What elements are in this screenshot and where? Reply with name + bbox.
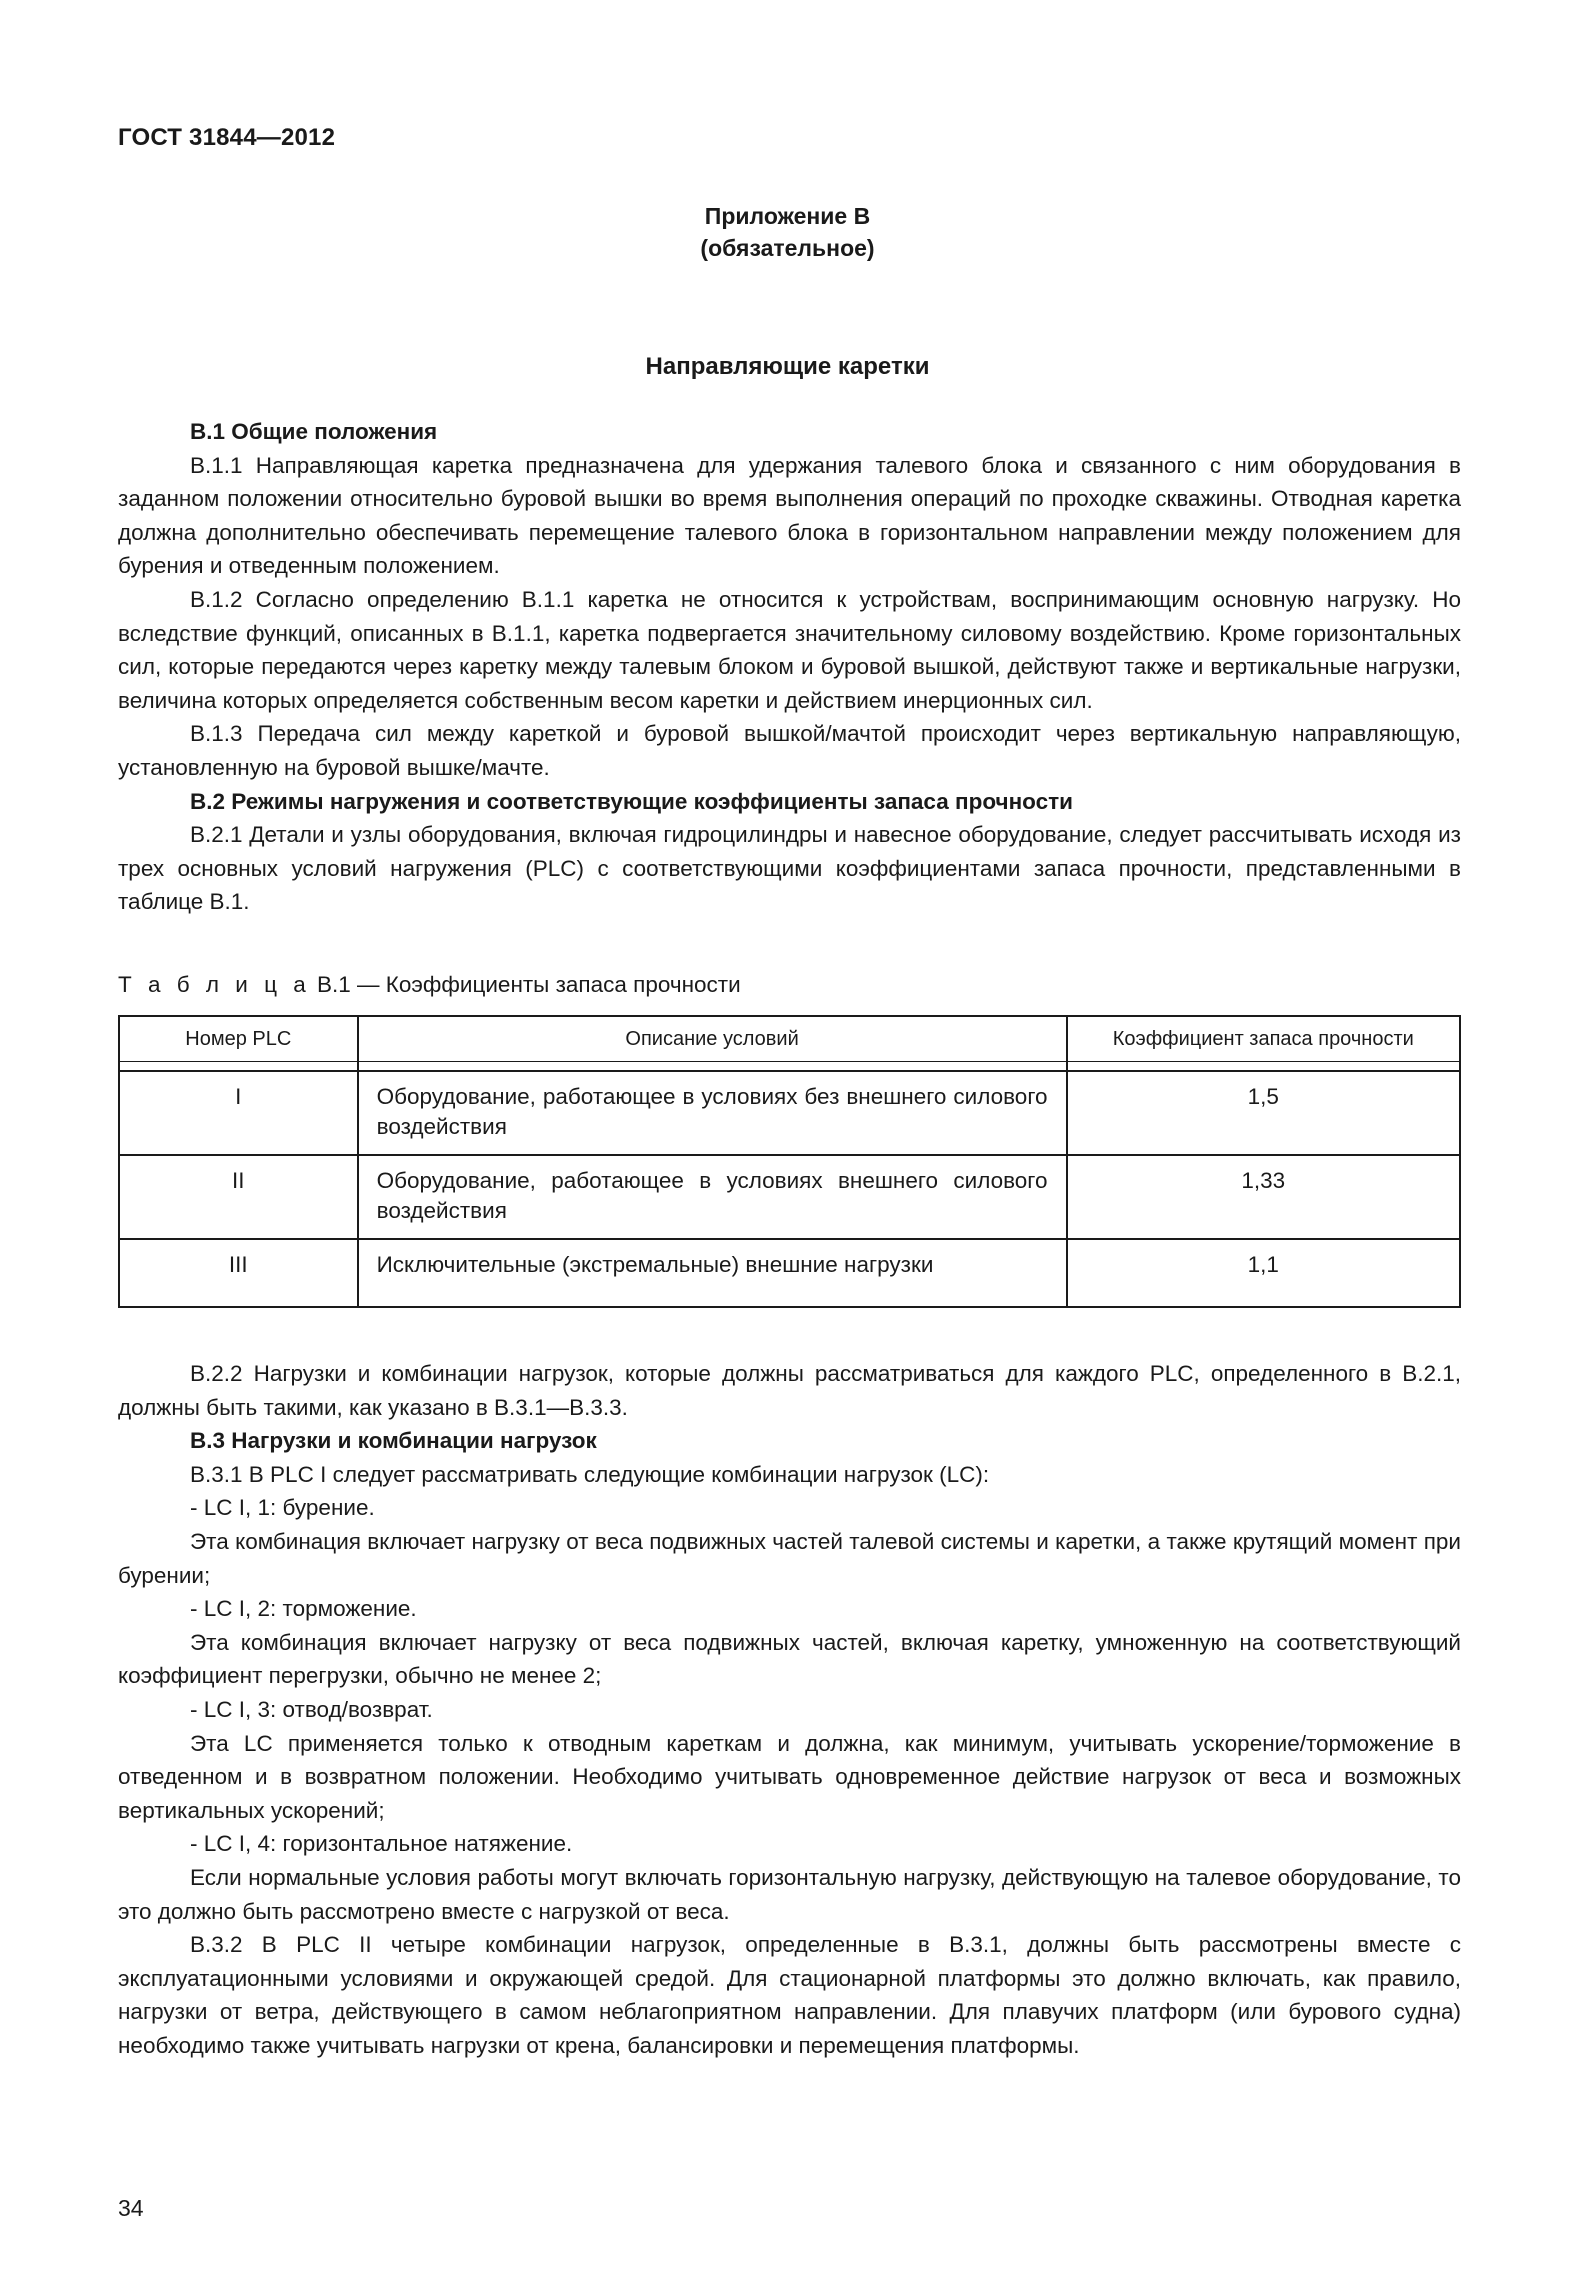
- table-row: [119, 1155, 1460, 1239]
- cell-plc: II: [119, 1155, 358, 1239]
- body-text-part1: [118, 415, 1461, 919]
- header-description: Описание условий: [358, 1016, 1067, 1062]
- paragraph-b11: В.1.1 Направляющая каретка предназначена для удержания талевого блока и связанного с ним оборудования в заданном положении относительно буровой вышки во время выполнения операций по проходке скважины. Отводная каретка должна дополнительно обеспечивать перемещение талевого блока в горизонтальном направлении между положением для бурения и отведенным положением.: [118, 452, 1461, 579]
- page-number: 34: [118, 2195, 144, 2221]
- paragraph-b31: В.3.1 В PLC I следует рассматривать следующие комбинации нагрузок (LC):: [190, 1461, 990, 1487]
- cell-description: Оборудование, работающее в условиях внешнего силового воздействия: [358, 1155, 1067, 1239]
- annex-status: (обязательное): [700, 235, 875, 261]
- paragraph-b13: В.1.3 Передача сил между кареткой и буровой вышкой/мачтой происходит через вертикальную направляющую, установленную на буровой вышке/мачте.: [118, 721, 1461, 780]
- section-title: Направляющие каретки: [645, 353, 930, 380]
- list-item-lc1: - LC I, 1: бурение.: [190, 1495, 375, 1521]
- paragraph-lc3-desc: Эта LC применяется только к отводным кареткам и должна, как минимум, учитывать ускорение/торможение в отведенном и в возвратном положении. Необходимо учитывать одновременное действие нагрузок от веса и возможных вертикальных ускорений;: [118, 1730, 1461, 1823]
- paragraph-lc4-desc: Если нормальные условия работы могут включать горизонтальную нагрузку, действующую на талевое оборудование, то это должно быть рассмотрено вместе с нагрузкой от веса.: [118, 1864, 1461, 1924]
- header-coefficient: Коэффициент запаса прочности: [1067, 1016, 1460, 1062]
- table-caption-label: Т а б л и ц а: [118, 972, 311, 997]
- paragraph-b21: В.2.1 Детали и узлы оборудования, включая гидроцилиндры и навесное оборудование, следует рассчитывать исходя из трех основных условий нагружения (PLC) с соответствующими коэффициентами запаса прочности, представленными в таблице В.1.: [118, 822, 1461, 915]
- paragraph-b22: В.2.2 Нагрузки и комбинации нагрузок, которые должны рассматриваться для каждого PLC, определенного в В.2.1, должны быть такими, как указано в В.3.1—В.3.3.: [118, 1361, 1461, 1420]
- paragraph-lc1-desc: Эта комбинация включает нагрузку от веса подвижных частей талевой системы и каретки, а также крутящий момент при бурении;: [118, 1528, 1461, 1588]
- annex-title: Приложение В: [704, 203, 871, 229]
- header-plc-number: Номер PLC: [119, 1016, 358, 1062]
- cell-coefficient: 1,5: [1067, 1071, 1460, 1155]
- annex-heading: [0, 200, 1575, 264]
- table-caption: [118, 972, 741, 998]
- table-header-row: [119, 1016, 1460, 1062]
- cell-coefficient: 1,33: [1067, 1155, 1460, 1239]
- standard-code: ГОСТ 31844—2012: [118, 124, 336, 151]
- table-header-spacer: [119, 1062, 1460, 1072]
- paragraph-b32: В.3.2 В PLC II четыре комбинации нагрузок, определенные в В.3.1, должны быть рассмотрены вместе с эксплуатационными условиями и окружающей средой. Для стационарной платформы это должно включать, как правило, нагрузки от ветра, действующего в самом неблагоприятном направлении. Для плавучих платформ (или бурового судна) необходимо также учитывать нагрузки от крена, балансировки и перемещения платформы.: [118, 1932, 1461, 2058]
- body-text-part2: [118, 1357, 1461, 2062]
- safety-factor-table: [118, 1015, 1461, 1308]
- heading-b3: В.3 Нагрузки и комбинации нагрузок: [190, 1428, 597, 1454]
- paragraph-lc2-desc: Эта комбинация включает нагрузку от веса подвижных частей, включая каретку, умноженную на соответствующий коэффициент перегрузки, обычно не менее 2;: [118, 1629, 1461, 1689]
- cell-plc: III: [119, 1239, 358, 1307]
- table-caption-text: В.1 — Коэффициенты запаса прочности: [310, 972, 741, 997]
- table-row: [119, 1071, 1460, 1155]
- cell-description: Исключительные (экстремальные) внешние нагрузки: [358, 1239, 1067, 1307]
- list-item-lc3: - LC I, 3: отвод/возврат.: [190, 1696, 433, 1722]
- table-row: [119, 1239, 1460, 1307]
- heading-b2: В.2 Режимы нагружения и соответствующие коэффициенты запаса прочности: [190, 788, 1073, 814]
- cell-description: Оборудование, работающее в условиях без внешнего силового воздействия: [358, 1071, 1067, 1155]
- cell-coefficient: 1,1: [1067, 1239, 1460, 1307]
- paragraph-b12: В.1.2 Согласно определению В.1.1 каретка не относится к устройствам, воспринимающим основную нагрузку. Но вследствие функций, описанных в В.1.1, каретка подвергается значительному силовому воздействию. Кроме горизонтальных сил, которые передаются через каретку между талевым блоком и буровой вышкой, действуют также и вертикальные нагрузки, величина которых определяется собственным весом каретки и действием инерционных сил.: [118, 586, 1461, 713]
- list-item-lc2: - LC I, 2: торможение.: [190, 1596, 417, 1622]
- cell-plc: I: [119, 1071, 358, 1155]
- list-item-lc4: - LC I, 4: горизонтальное натяжение.: [190, 1831, 573, 1857]
- heading-b1: В.1 Общие положения: [190, 419, 438, 444]
